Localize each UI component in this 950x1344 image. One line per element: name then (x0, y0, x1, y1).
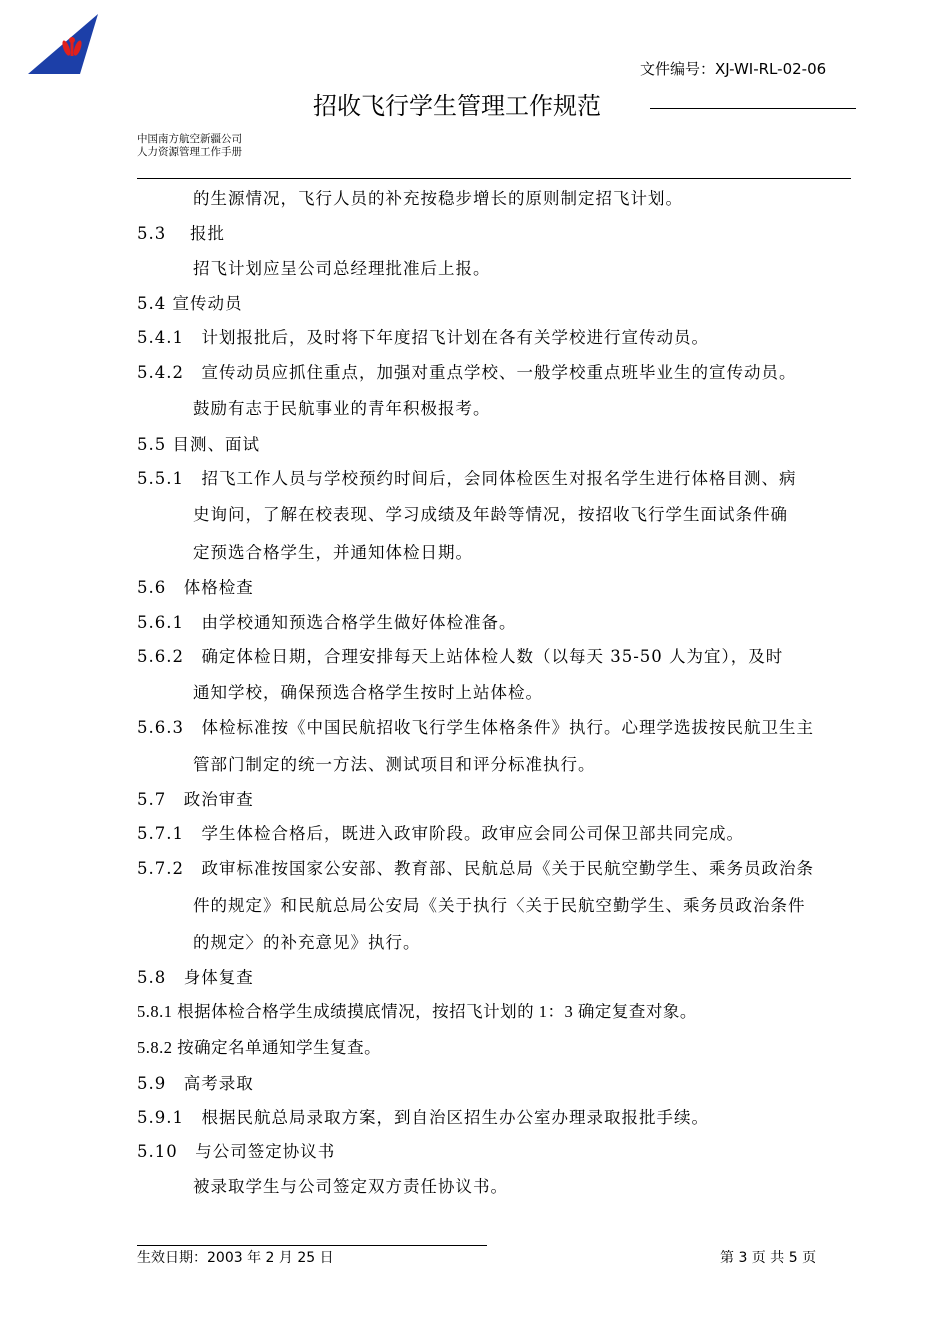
body-line: 通知学校，确保预选合格学生按时上站体检。 (193, 683, 543, 702)
body-line: 5.9.1 根据民航总局录取方案，到自治区招生办公室办理录取报批手续。 (137, 1108, 709, 1127)
body-line: 5.7.1 学生体检合格后，既进入政审阶段。政审应会同公司保卫部共同完成。 (137, 824, 744, 843)
section-heading: 5.6 体格检查 (137, 578, 254, 597)
body-line: 的生源情况，飞行人员的补充按稳步增长的原则制定招飞计划。 (193, 189, 683, 208)
airline-logo (28, 14, 98, 74)
body-line: 招飞计划应呈公司总经理批准后上报。 (193, 259, 491, 278)
manual-name: 人力资源管理工作手册 (137, 146, 242, 158)
company-block (137, 133, 242, 159)
body-line: 定预选合格学生，并通知体检日期。 (193, 543, 473, 562)
body-line: 5.8.2 按确定名单通知学生复查。 (137, 1038, 382, 1057)
page-number: 第 3 页 共 5 页 (720, 1250, 817, 1266)
body-line: 5.4.2 宣传动员应抓住重点，加强对重点学校、一般学校重点班毕业生的宣传动员。 (137, 363, 797, 382)
title-rule (650, 108, 856, 109)
body-line: 5.4.1 计划报批后，及时将下年度招飞计划在各有关学校进行宣传动员。 (137, 328, 709, 347)
section-heading: 5.5 目测、面试 (137, 435, 260, 454)
page-title: 招收飞行学生管理工作规范 (313, 92, 601, 120)
body-line: 5.6.1 由学校通知预选合格学生做好体检准备。 (137, 613, 517, 632)
body-line: 被录取学生与公司签定双方责任协议书。 (193, 1177, 508, 1196)
body-line: 5.5.1 招飞工作人员与学校预约时间后，会同体检医生对报名学生进行体格目测、病 (137, 469, 797, 488)
section-heading: 5.9 高考录取 (137, 1074, 254, 1093)
body-line: 件的规定》和民航总局公安局《关于执行〈关于民航空勤学生、乘务员政治条件 (193, 896, 806, 915)
body-line: 管部门制定的统一方法、测试项目和评分标准执行。 (193, 755, 596, 774)
section-heading: 5.3 报批 (137, 224, 225, 243)
body-line: 5.7.2 政审标准按国家公安部、教育部、民航总局《关于民航空勤学生、乘务员政治条 (137, 859, 814, 878)
body-line: 5.8.1 根据体检合格学生成绩摸底情况，按招飞计划的 1：3 确定复查对象。 (137, 1002, 697, 1021)
section-heading: 5.7 政治审查 (137, 790, 254, 809)
body-line: 5.6.3 体检标准按《中国民航招收飞行学生体格条件》执行。心理学选拔按民航卫生主 (137, 718, 814, 737)
body-line: 史询问，了解在校表现、学习成绩及年龄等情况，按招收飞行学生面试条件确 (193, 505, 788, 524)
body-line: 的规定〉的补充意见》执行。 (193, 933, 421, 952)
effective-date: 生效日期：2003 年 2 月 25 日 (137, 1250, 334, 1266)
body-line: 5.6.2 确定体检日期，合理安排每天上站体检人数（以每天 35-50 人为宜），及时 (137, 647, 784, 666)
section-heading: 5.10 与公司签定协议书 (137, 1142, 336, 1161)
footer-rule (137, 1245, 487, 1246)
company-name: 中国南方航空新疆公司 (137, 133, 242, 145)
document-code: 文件编号：XJ-WI-RL-02-06 (640, 60, 827, 78)
header-rule (137, 178, 851, 179)
section-heading: 5.4 宣传动员 (137, 294, 243, 313)
body-line: 鼓励有志于民航事业的青年积极报考。 (193, 399, 491, 418)
section-heading: 5.8 身体复查 (137, 968, 254, 987)
